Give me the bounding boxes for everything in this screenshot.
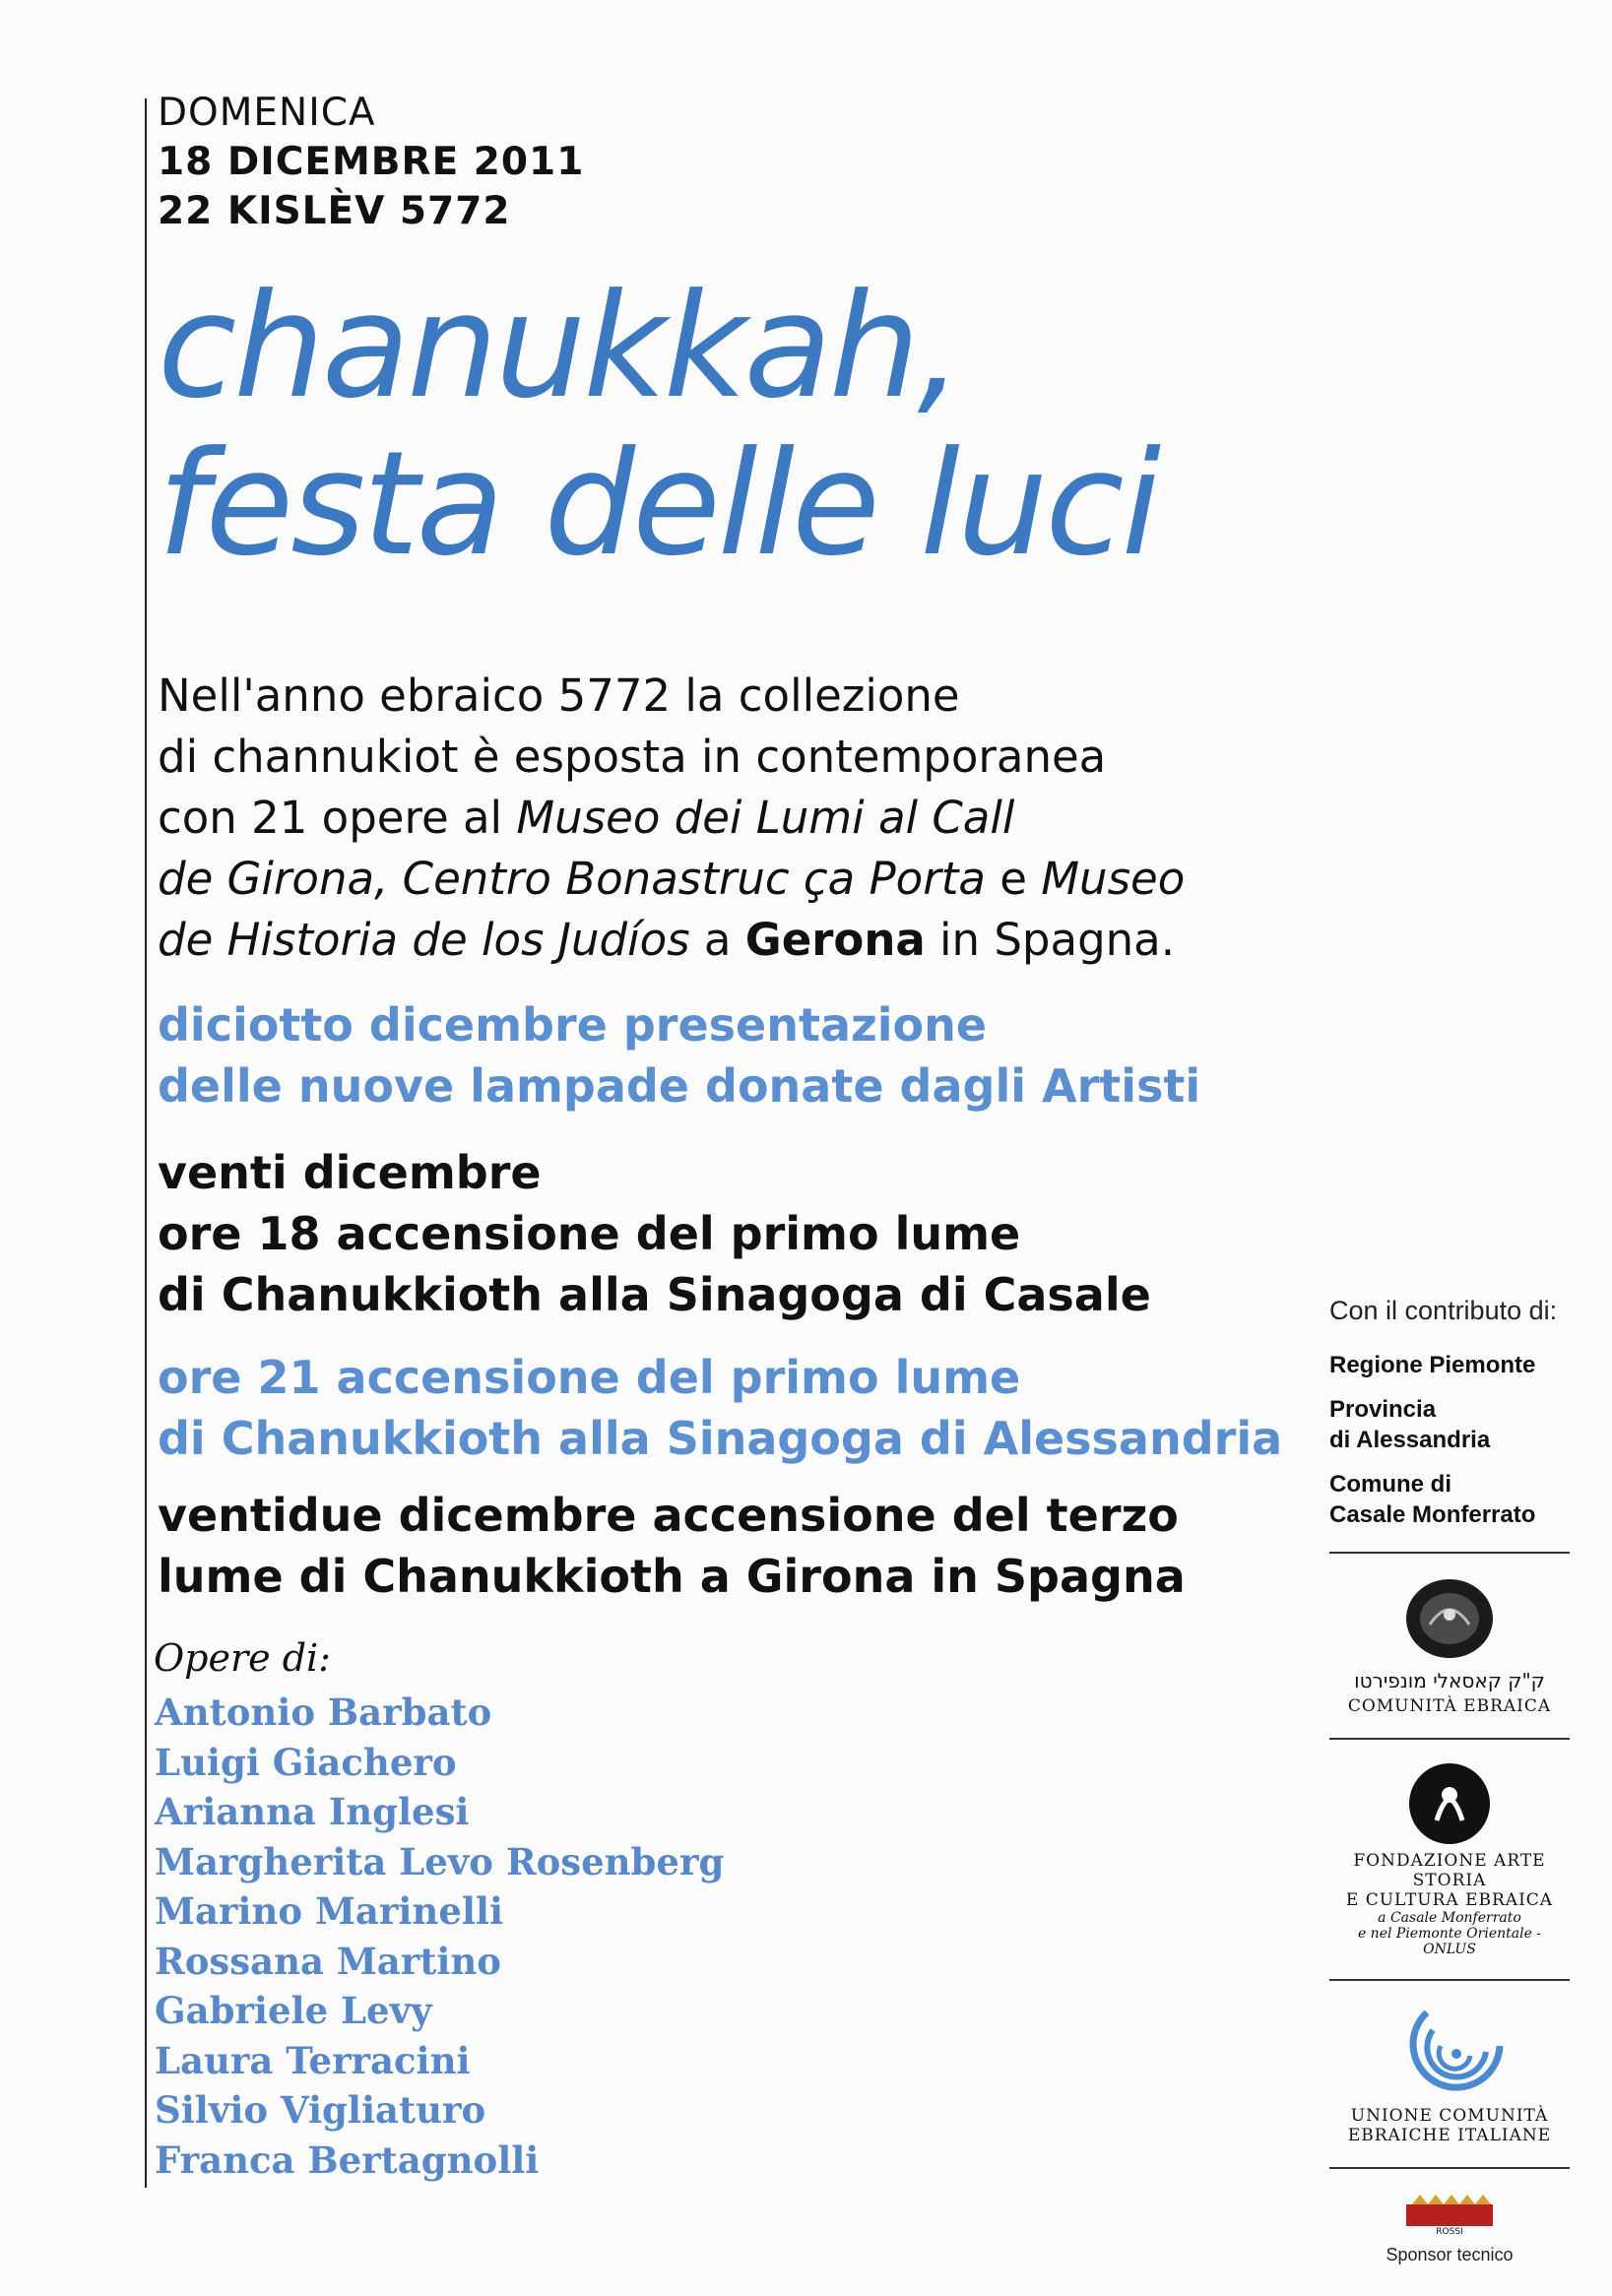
intro-text: a bbox=[689, 914, 745, 966]
event-line: ore 18 accensione del primo lume bbox=[158, 1207, 1021, 1260]
logo-ucei bbox=[1329, 2003, 1570, 2145]
hebrew-name: ק"ק קאסאלי מונפירטו bbox=[1354, 1669, 1545, 1692]
logo-caption: UNIONE COMUNITÀ bbox=[1350, 2106, 1549, 2126]
intro-line bbox=[158, 788, 1290, 849]
logo-caption: EBRAICHE ITALIANE bbox=[1347, 2126, 1552, 2145]
artist-name: Antonio Barbato bbox=[155, 1690, 492, 1734]
title-line-1: chanukkah, bbox=[158, 263, 960, 430]
rossi-logo-icon bbox=[1404, 2191, 1495, 2236]
comunita-emblem-icon bbox=[1402, 1575, 1497, 1660]
intro-paragraph bbox=[158, 666, 1290, 971]
artist-name: Laura Terracini bbox=[155, 2038, 471, 2082]
sponsor-provincia bbox=[1329, 1394, 1570, 1455]
museum-name: de Historia de los Judíos bbox=[158, 914, 690, 966]
artist-name: Silvio Vigliaturo bbox=[155, 2088, 486, 2132]
artist-name: Marino Marinelli bbox=[155, 1889, 504, 1933]
logo-caption: COMUNITÀ EBRAICA bbox=[1347, 1696, 1552, 1716]
contrib-label: Con il contributo di: bbox=[1329, 1296, 1558, 1325]
artist-name: Arianna Inglesi bbox=[155, 1790, 470, 1833]
fondazione-emblem-icon bbox=[1407, 1761, 1492, 1846]
rossi-brand: ROSSI bbox=[1436, 2227, 1463, 2236]
intro-line bbox=[158, 910, 1290, 971]
date-gregorian: 18 DICEMBRE 2011 bbox=[158, 140, 585, 184]
divider bbox=[1329, 1552, 1570, 1554]
logo-sponsor-tecnico bbox=[1329, 2191, 1570, 2265]
sponsor-text: Comune di bbox=[1329, 1471, 1451, 1498]
artist-list bbox=[155, 1688, 724, 2185]
event-line: ventidue dicembre accensione del terzo bbox=[158, 1489, 1179, 1542]
logo-caption: FONDAZIONE ARTE STORIA bbox=[1353, 1851, 1546, 1890]
poster-title bbox=[158, 263, 1159, 588]
intro-line: di channukiot è esposta in contemporanea bbox=[158, 731, 1107, 783]
title-line-2: festa delle luci bbox=[158, 420, 1159, 588]
sponsor-text: Regione Piemonte bbox=[1329, 1352, 1536, 1378]
logo-caption: E CULTURA EBRAICA bbox=[1345, 1890, 1554, 1910]
ucei-emblem-icon bbox=[1391, 2003, 1508, 2101]
event-girona bbox=[158, 1485, 1186, 1607]
logo-comunita-ebraica bbox=[1329, 1575, 1570, 1716]
artist-name: Luigi Giachero bbox=[155, 1740, 457, 1784]
sponsor-tecnico-label: Sponsor tecnico bbox=[1386, 2245, 1514, 2264]
event-date bbox=[158, 89, 584, 236]
logo-caption: e nel Piemonte Orientale - ONLUS bbox=[1357, 1926, 1542, 1957]
event-line: venti dicembre bbox=[158, 1146, 542, 1199]
sponsor-regione bbox=[1329, 1350, 1570, 1380]
intro-line bbox=[158, 849, 1290, 910]
museum-name: Museo dei Lumi al Call bbox=[516, 792, 1015, 844]
event-line: ore 21 accensione del primo lume bbox=[158, 1351, 1021, 1404]
artist-name: Rossana Martino bbox=[155, 1939, 501, 1983]
date-weekday: DOMENICA bbox=[158, 91, 376, 135]
sponsor-text: Casale Monferrato bbox=[1329, 1501, 1536, 1528]
sponsors-sidebar bbox=[1329, 1296, 1570, 2265]
date-hebrew: 22 KISLÈV 5772 bbox=[158, 189, 511, 233]
museum-name: de Girona, Centro Bonastruc ça Porta bbox=[158, 853, 986, 905]
sponsor-comune bbox=[1329, 1469, 1570, 1530]
event-line: lume di Chanukkioth a Girona in Spagna bbox=[158, 1550, 1186, 1603]
sponsor-text: di Alessandria bbox=[1329, 1427, 1491, 1453]
artist-name: Margherita Levo Rosenberg bbox=[155, 1839, 725, 1883]
divider bbox=[1329, 2167, 1570, 2169]
intro-text: in Spagna. bbox=[925, 914, 1176, 966]
sponsor-text: Provincia bbox=[1329, 1396, 1437, 1423]
intro-text: con 21 opere al bbox=[158, 792, 517, 844]
event-line: di Chanukkioth alla Sinagoga di Alessandria bbox=[158, 1412, 1283, 1465]
intro-text: e bbox=[985, 853, 1042, 905]
divider bbox=[1329, 1738, 1570, 1740]
divider bbox=[1329, 1979, 1570, 1981]
event-presentation bbox=[158, 994, 1200, 1116]
intro-line: Nell'anno ebraico 5772 la collezione bbox=[158, 670, 960, 722]
artist-name: Franca Bertagnolli bbox=[155, 2137, 540, 2182]
event-line: diciotto dicembre presentazione bbox=[158, 998, 988, 1052]
logo-fondazione bbox=[1329, 1761, 1570, 1957]
logo-caption: a Casale Monferrato bbox=[1378, 1910, 1521, 1926]
event-line: di Chanukkioth alla Sinagoga di Casale bbox=[158, 1268, 1151, 1321]
event-alessandria bbox=[158, 1347, 1282, 1469]
artist-name: Gabriele Levy bbox=[155, 1989, 432, 2032]
museum-name: Museo bbox=[1041, 853, 1186, 905]
event-line: delle nuove lampade donate dagli Artisti bbox=[158, 1059, 1201, 1113]
city-name: Gerona bbox=[744, 914, 926, 966]
vertical-rule bbox=[145, 98, 147, 2188]
artists-heading: Opere di: bbox=[154, 1636, 331, 1680]
event-casale bbox=[158, 1142, 1151, 1325]
